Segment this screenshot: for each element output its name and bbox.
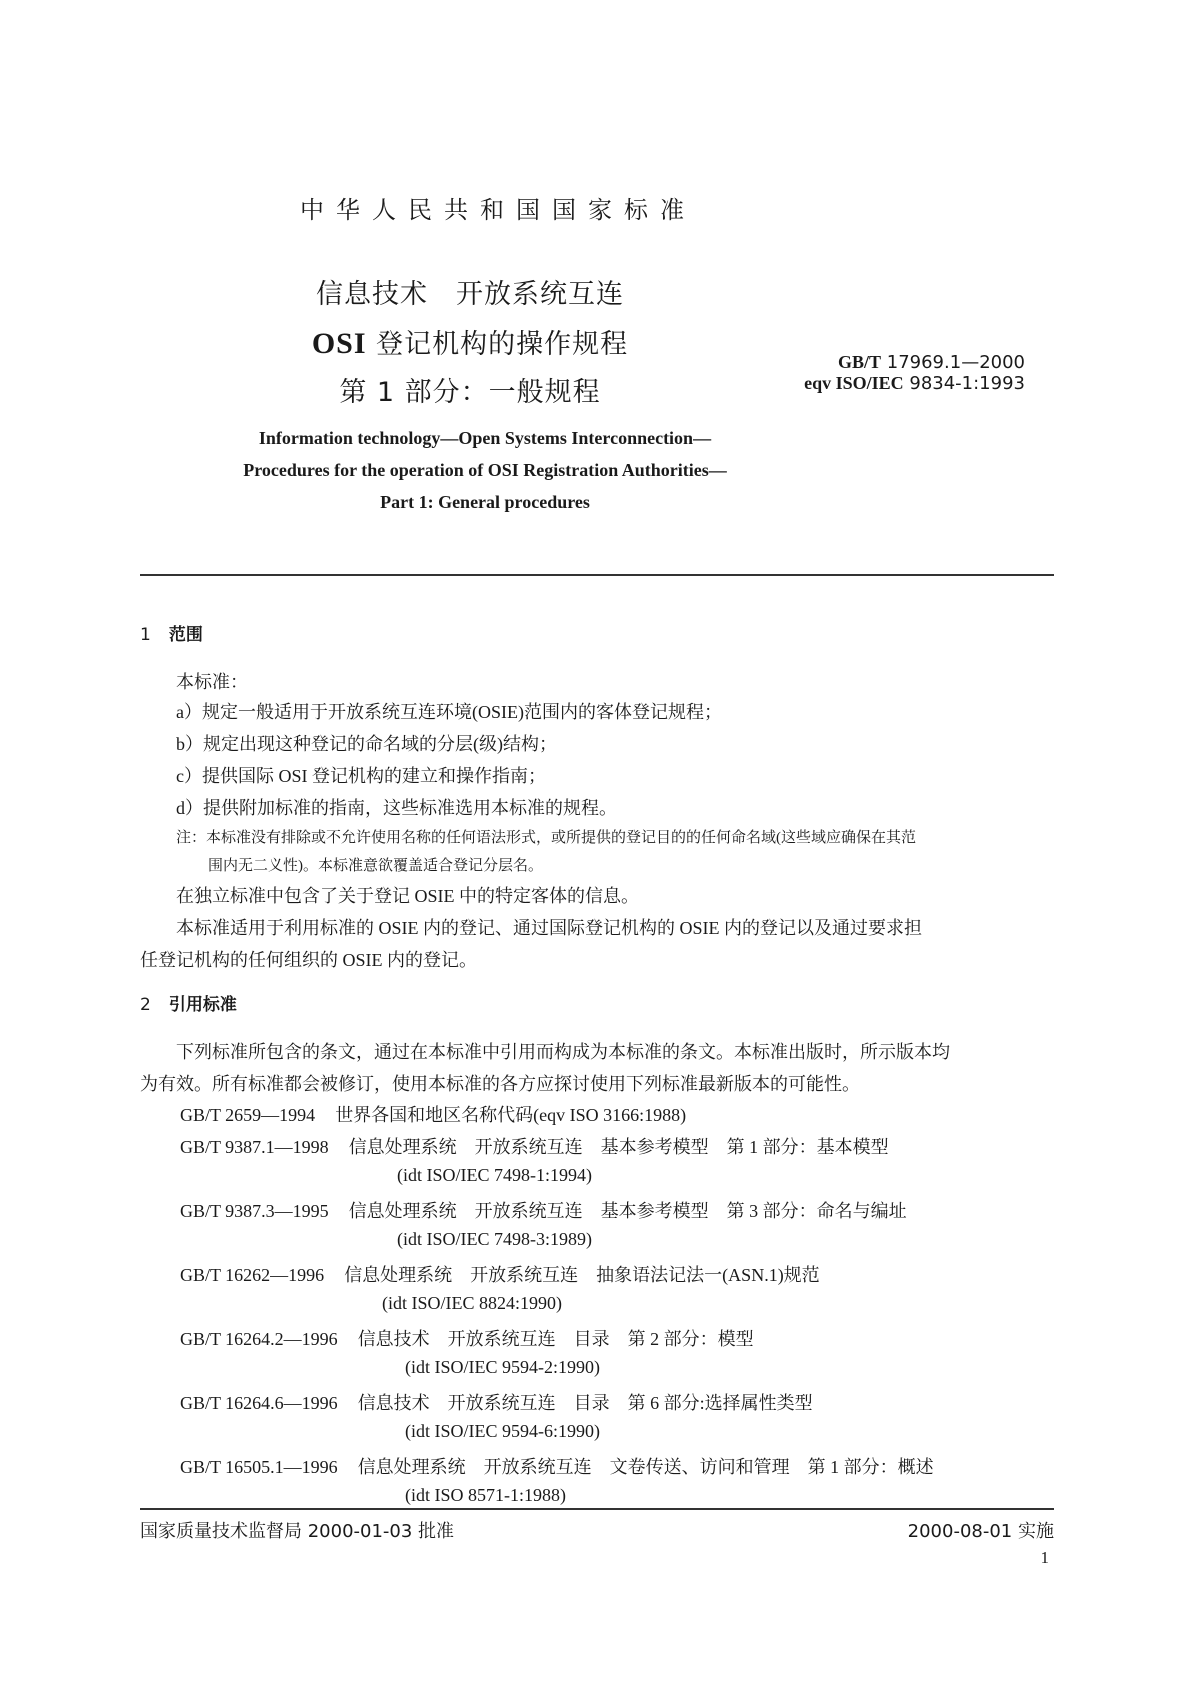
title-en-line1: Information technology—Open Systems Interconnection— [258,428,712,448]
reference-code: GB/T 16505.1—1996 [180,1457,338,1477]
note-line2: 围内无二义性)。本标准意欲覆盖适合登记分层名。 [208,858,543,874]
title-en-line3: Part 1: General procedures [380,492,590,512]
reference-code: GB/T 16264.2—1996 [180,1329,338,1349]
reference-code: GB/T 9387.1—1998 [180,1137,329,1157]
reference-row [180,1325,754,1351]
list-item-a: a）规定一般适用于开放系统互连环境(OSIE)范围内的客体登记规程； [176,702,722,722]
reference-equiv: (idt ISO/IEC 9594-2:1990) [405,1357,600,1377]
header-divider [140,574,1054,576]
reference-equiv: (idt ISO 8571-1:1988) [405,1485,566,1505]
reference-title: 世界各国和地区名称代码(eqv ISO 3166:1988) [335,1105,687,1125]
title-cn-line3: 第 1 部分：一般规程 [339,377,601,408]
list-item-c: c）提供国际 OSI 登记机构的建立和操作指南； [176,766,546,786]
reference-row [180,1261,820,1287]
title-en-line2: Procedures for the operation of OSI Registration Authorities— [243,460,727,480]
reference-row [180,1453,934,1479]
section-1-heading: 1 范围 [140,625,203,645]
reference-code: GB/T 16264.6—1996 [180,1393,338,1413]
reference-equiv: (idt ISO/IEC 7498-3:1989) [397,1229,592,1249]
reference-title: 信息处理系统 开放系统互连 抽象语法记法一(ASN.1)规范 [344,1265,820,1285]
reference-title: 信息技术 开放系统互连 目录 第 2 部分：模型 [357,1329,754,1349]
section-1-para1: 在独立标准中包含了关于登记 OSIE 中的特定客体的信息。 [176,886,639,906]
title-osi: OSI [311,327,367,360]
list-item-d: d）提供附加标准的指南，这些标准选用本标准的规程。 [176,798,617,818]
title-cn-line2-rest: 登记机构的操作规程 [366,329,629,360]
implementation-date: 2000-08-01 实施 [907,1521,1054,1542]
national-standard-heading: 中华人民共和国国家标准 [300,196,696,224]
reference-title: 信息处理系统 开放系统互连 基本参考模型 第 1 部分：基本模型 [348,1137,889,1157]
reference-title: 信息处理系统 开放系统互连 基本参考模型 第 3 部分：命名与编址 [348,1201,907,1221]
page-number: 1 [1040,1548,1049,1567]
reference-equiv: (idt ISO/IEC 8824:1990) [382,1293,562,1313]
section-2-intro-line2: 为有效。所有标准都会被修订，使用本标准的各方应探讨使用下列标准最新版本的可能性。 [140,1074,860,1094]
reference-title: 信息技术 开放系统互连 目录 第 6 部分:选择属性类型 [357,1393,813,1413]
section-1-intro: 本标准： [176,672,248,692]
section-1-para2-line1: 本标准适用于利用标准的 OSIE 内的登记、通过国际登记机构的 OSIE 内的登记以及通过要求担 [176,918,922,938]
approval-date: 国家质量技术监督局 2000-01-03 批准 [140,1521,455,1542]
section-2-heading: 2 引用标准 [140,995,237,1015]
gb-code: GB/T 17969.1—2000 [838,352,1025,373]
reference-equiv: (idt ISO/IEC 7498-1:1994) [397,1165,592,1185]
reference-code: GB/T 16262—1996 [180,1265,325,1285]
title-cn-line1: 信息技术 开放系统互连 [316,279,624,310]
footer-divider [140,1508,1054,1510]
reference-row [180,1389,813,1415]
section-1-para2-line2: 任登记机构的任何组织的 OSIE 内的登记。 [140,950,477,970]
reference-row [180,1133,889,1159]
reference-code: GB/T 9387.3—1995 [180,1201,329,1221]
reference-equiv: (idt ISO/IEC 9594-6:1990) [405,1421,600,1441]
section-2-intro-line1: 下列标准所包含的条文，通过在本标准中引用而构成为本标准的条文。本标准出版时，所示版本均 [176,1042,950,1062]
reference-title: 信息处理系统 开放系统互连 文卷传送、访问和管理 第 1 部分：概述 [357,1457,934,1477]
standard-code [804,352,1025,394]
reference-row [180,1197,907,1223]
reference-row [180,1101,686,1127]
reference-code: GB/T 2659—1994 [180,1105,316,1125]
title-cn-line2 [270,322,670,361]
eqv-code: eqv ISO/IEC 9834-1:1993 [804,373,1025,394]
list-item-b: b）规定出现这种登记的命名域的分层(级)结构； [176,734,557,754]
note-line1: 注：本标准没有排除或不允许使用名称的任何语法形式，或所提供的登记目的的任何命名域(这些域应确保在其范 [176,830,917,846]
